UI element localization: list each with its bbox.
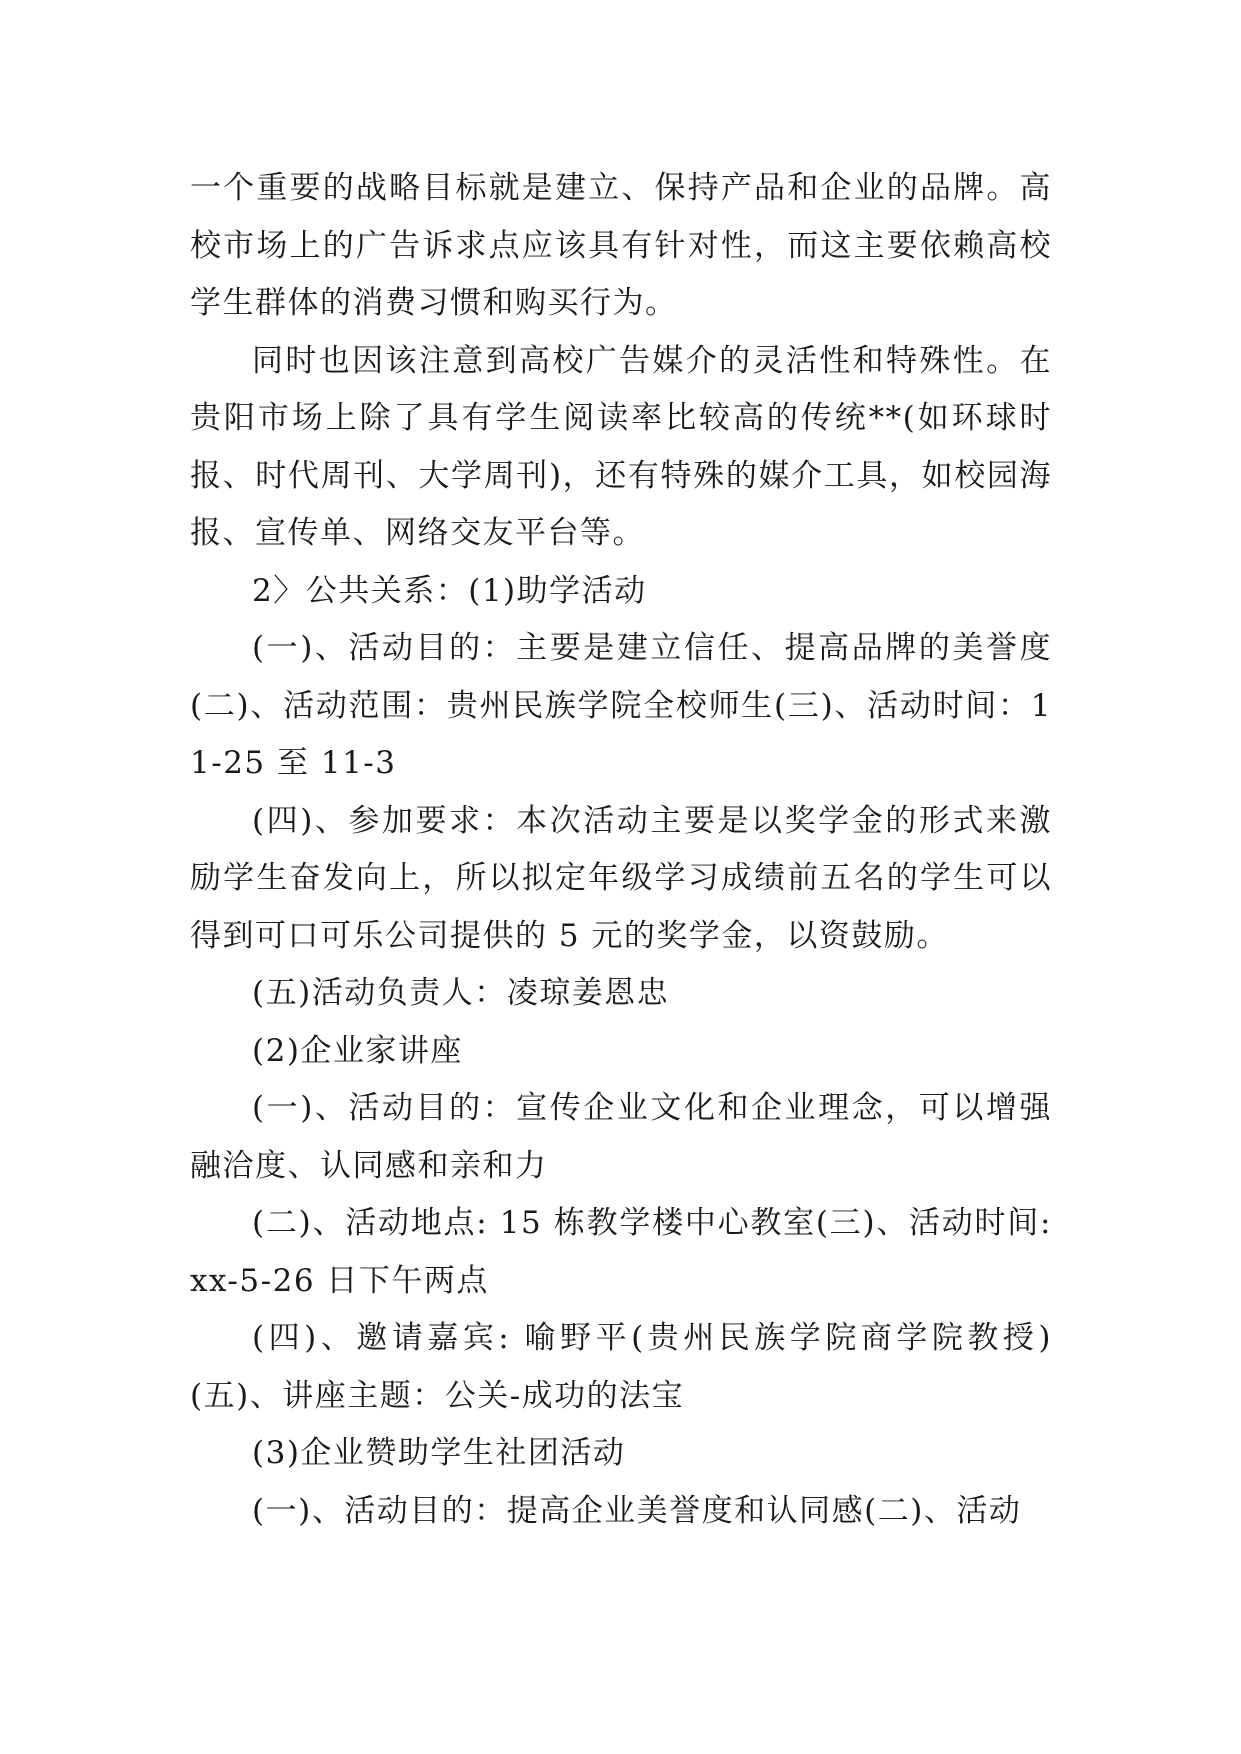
paragraph-activity-leader: (五)活动负责人：凌琼姜恩忠 <box>252 975 670 1011</box>
paragraph-public-relations-heading: 2〉公共关系：(1)助学活动 <box>252 572 647 609</box>
document-body <box>190 160 1052 1540</box>
paragraph-lecture-location-time: (二)、活动地点: 15 栋教学楼中心教室(三)、活动时间: xx-5-26 日下午两点 <box>190 1205 1052 1299</box>
paragraph-brand-goal: 一个重要的战略目标就是建立、保持产品和企业的品牌。高校市场上的广告诉求点应该具有针对性，而这主要依赖高校学生群体的消费习惯和购买行为。 <box>190 170 1052 321</box>
paragraph-lecture-guest-topic: (四)、邀请嘉宾: 喻野平(贵州民族学院商学院教授)(五)、讲座主题：公关-成功的法宝 <box>190 1320 1052 1414</box>
paragraph-participation-requirements: (四)、参加要求：本次活动主要是以奖学金的形式来激励学生奋发向上，所以拟定年级学习成绩前五名的学生可以得到可口可乐公司提供的 5 元的奖学金，以资鼓励。 <box>190 802 1052 954</box>
paragraph-entrepreneur-lecture-heading: (2)企业家讲座 <box>252 1032 463 1069</box>
paragraph-sponsorship-heading: (3)企业赞助学生社团活动 <box>252 1435 626 1471</box>
paragraph-media-flexibility: 同时也因该注意到高校广告媒介的灵活性和特殊性。在贵阳市场上除了具有学生阅读率比较高的传统**(如环球时报、时代周刊、大学周刊)，还有特殊的媒介工具，如校园海报、宣传单、网络交友平台等。 <box>190 342 1052 551</box>
paragraph-activity-purpose-scope-time: (一)、活动目的：主要是建立信任、提高品牌的美誉度(二)、活动范围：贵州民族学院全校师生(三)、活动时间：11-25 至 11-3 <box>190 630 1052 781</box>
paragraph-sponsorship-purpose: (一)、活动目的：提高企业美誉度和认同感(二)、活动 <box>252 1492 1022 1529</box>
paragraph-lecture-purpose: (一)、活动目的：宣传企业文化和企业理念，可以增强融洽度、认同感和亲和力 <box>190 1090 1052 1184</box>
